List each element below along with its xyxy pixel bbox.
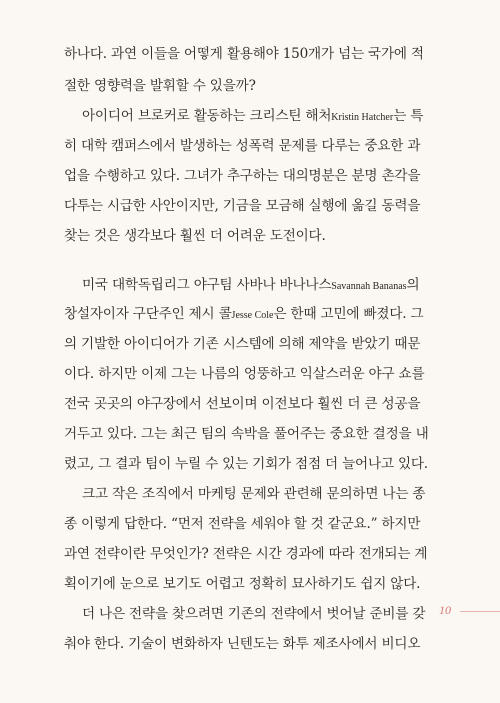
text-line <box>82 275 419 297</box>
page-number-rule <box>460 611 500 612</box>
text-line: 거두고 있다. 그는 최근 팀의 속박을 풀어주는 중요한 결정을 내 <box>64 426 429 442</box>
text-line <box>82 106 423 128</box>
text-line: 렸고, 그 결과 팀이 누릴 수 있는 기회가 점점 더 늘어나고 있다. <box>64 456 428 472</box>
text-segment: 는 특 <box>393 108 424 124</box>
text-line: 히 대학 캠퍼스에서 발생하는 성폭력 문제를 다루는 중요한 과 <box>64 138 421 154</box>
text-line: 찾는 것은 생각보다 훨씬 더 어려운 도전이다. <box>64 228 326 244</box>
text-line <box>64 304 423 326</box>
text-line: 크고 작은 조직에서 마케팅 문제와 관련해 문의하면 나는 종 <box>82 486 426 502</box>
text-line: 획이기에 눈으로 보기도 어렵고 정확히 묘사하기도 쉽지 않다. <box>64 576 421 592</box>
text-line: 업을 수행하고 있다. 그녀가 추구하는 대의명분은 분명 촌각을 <box>64 168 421 184</box>
text-line: 다투는 시급한 사안이지만, 기금을 모금해 실행에 옮길 동력을 <box>64 198 421 214</box>
text-line: 과연 전략이란 무엇인가? 전략은 시간 경과에 따라 전개되는 계 <box>64 546 428 562</box>
text-line: 전국 곳곳의 야구장에서 선보이며 이전보다 훨씬 더 큰 성공을 <box>64 396 421 412</box>
text-segment: 미국 대학독립리그 야구팀 사바나 바나나스 <box>82 277 332 293</box>
text-line: 이다. 하지만 이제 그는 나름의 엉뚱하고 익살스러운 야구 쇼를 <box>64 366 425 382</box>
text-segment: 창설자이자 구단주인 제시 콜 <box>64 306 232 322</box>
text-segment: 아이디어 브로커로 활동하는 크리스틴 해처 <box>82 108 332 124</box>
page-number: 10 <box>439 603 451 617</box>
text-segment: 의 <box>406 277 420 293</box>
text-segment: 은 한때 고민에 빠졌다. 그 <box>273 306 424 322</box>
text-line: 절한 영향력을 발휘할 수 있을까? <box>64 78 256 94</box>
english-name: Kristin Hatcher <box>331 112 394 123</box>
text-line: 종 이렇게 답한다. “먼저 전략을 세워야 할 것 같군요.” 하지만 <box>64 516 421 532</box>
text-line: 춰야 한다. 기술이 변화하자 닌텐도는 화투 제조사에서 비디오 <box>64 636 421 652</box>
english-name: Jesse Cole <box>231 310 274 321</box>
text-line: 더 나은 전략을 찾으려면 기존의 전략에서 벗어날 준비를 갖 <box>82 606 426 622</box>
text-line: 하나다. 과연 이들을 어떻게 활용해야 150개가 넘는 국가에 적 <box>64 46 424 62</box>
text-line: 의 기발한 아이디어가 기존 시스템에 의해 제약을 받았기 때문 <box>64 336 421 352</box>
english-name: Savannah Bananas <box>331 281 407 292</box>
